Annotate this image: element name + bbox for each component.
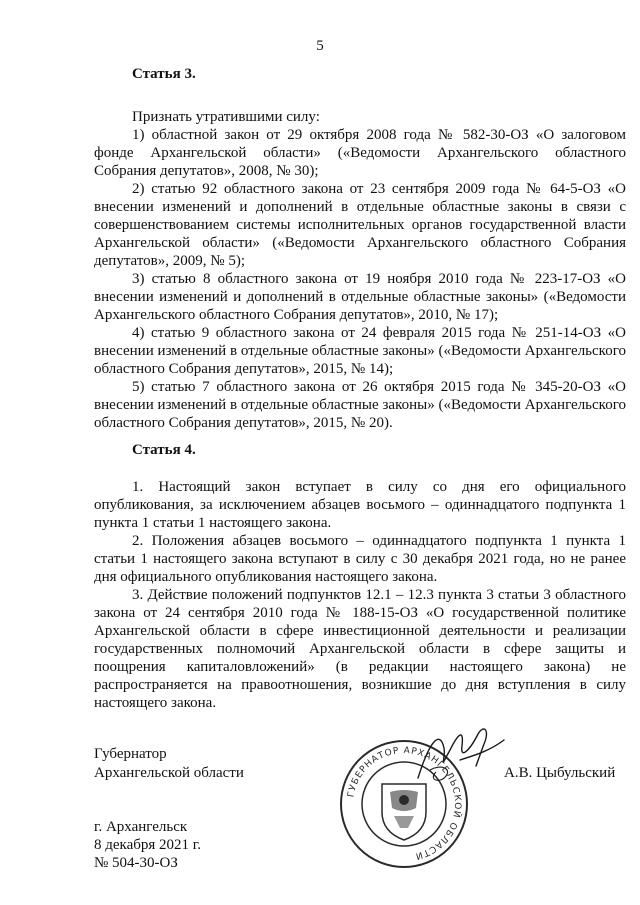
article-3-item-3: 3) статью 8 областного закона от 19 ноября 2010 года № 223-17-ОЗ «О внесении изменений и дополнений в отдельные областные законы» («Ведомости Архангельского областного Собрания депутатов», 2010, № 17); xyxy=(94,271,626,323)
article-3-item-2: 2) статью 92 областного закона от 23 сентября 2009 года № 64-5-ОЗ «О внесении изменений и дополнений в отдельные областные законы в связи с совершенствованием системы исполнительных органов государственной власти Архангельской области» («Ведомости Архангельского областного Собрания депутатов», 2009, № 5); xyxy=(94,181,626,269)
article-4-item-2: 2. Положения абзацев восьмого – одиннадцатого подпункта 1 пункта 1 статьи 1 настоящего закона вступают в силу с 30 декабря 2021 года, но не ранее дня официального опубликования настоящего закона. xyxy=(94,533,626,585)
article-4-heading: Статья 4. xyxy=(132,442,196,458)
footer-city: г. Архангельск xyxy=(94,819,188,835)
signatory-name: А.В. Цыбульский xyxy=(504,765,616,781)
seal-text: ГУБЕРНАТОР АРХАНГЕЛЬСКОЙ ОБЛАСТИ xyxy=(346,745,463,861)
handwritten-signature xyxy=(400,720,510,790)
signatory-title-line2: Архангельской области xyxy=(94,765,244,781)
article-3-item-4: 4) статью 9 областного закона от 24 февраля 2015 года № 251-14-ОЗ «О внесении изменений в отдельные областные законы» («Ведомости Архангельского областного Собрания депутатов», 2015, № 14); xyxy=(94,325,626,377)
article-3-body xyxy=(94,108,626,432)
footer-law-number: № 504-30-ОЗ xyxy=(94,855,178,871)
page-number: 5 xyxy=(316,38,324,54)
article-4-item-3: 3. Действие положений подпунктов 12.1 – 12.3 пункта 3 статьи 3 областного закона от 24 сентября 2010 года № 188-15-ОЗ «О государственной политике Архангельской области в сфере инвестиционной деятельности и реализации государственных полномочий Архангельской области в сфере защиты и поощрения капиталовложений» (в редакции настоящего закона) не распространяется на правоотношения, возникшие до дня вступления в силу настоящего закона. xyxy=(94,587,626,711)
coat-of-arms-icon xyxy=(382,784,426,840)
article-4-item-1: 1. Настоящий закон вступает в силу со дня его официального опубликования, за исключением абзацев восьмого – одиннадцатого подпункта 1 пункта 1 статьи 1 настоящего закона. xyxy=(94,479,626,531)
signatory-title-line1: Губернатор xyxy=(94,746,167,762)
article-3-heading: Статья 3. xyxy=(132,66,196,82)
article-4-body xyxy=(94,478,626,712)
article-3-intro: Признать утратившими силу: xyxy=(132,109,320,125)
article-3-item-1: 1) областной закон от 29 октября 2008 года № 582-30-ОЗ «О залоговом фонде Архангельской области» («Ведомости Архангельского областного Собрания депутатов», 2008, № 30); xyxy=(94,127,626,179)
article-3-item-5: 5) статью 7 областного закона от 26 октября 2015 года № 345-20-ОЗ «О внесении изменений в отдельные областные законы» («Ведомости Архангельского областного Собрания депутатов», 2015, № 20). xyxy=(94,379,626,431)
footer-date: 8 декабря 2021 г. xyxy=(94,837,201,853)
